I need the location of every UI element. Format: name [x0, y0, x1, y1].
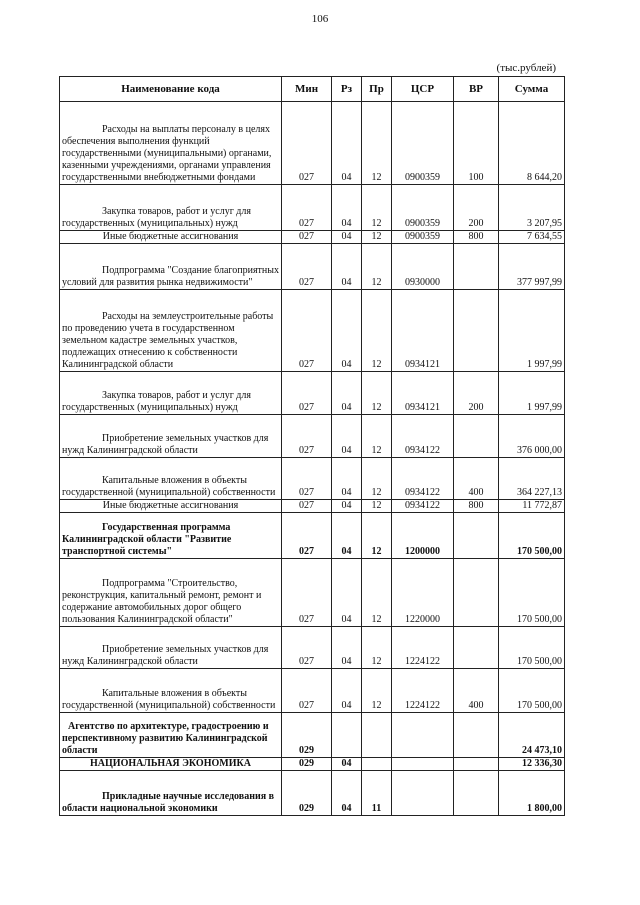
- row-name: Прикладные научные исследования в области национальной экономики: [60, 771, 282, 816]
- row-sum: 8 644,20: [499, 102, 565, 185]
- row-min: 027: [282, 513, 332, 559]
- row-name: Расходы на выплаты персоналу в целях обеспечения выполнения функций государственными (муниципальными) органами, казенными учреждениями, органами управления государственными внебюджетными фондами: [60, 102, 282, 185]
- row-pr: 12: [362, 231, 392, 244]
- table-row: [60, 627, 565, 669]
- row-vr: 100: [454, 102, 499, 185]
- row-vr: 800: [454, 231, 499, 244]
- row-rz: 04: [332, 231, 362, 244]
- row-sum: 12 336,30: [499, 758, 565, 771]
- row-sum: 170 500,00: [499, 513, 565, 559]
- row-pr: 12: [362, 102, 392, 185]
- row-rz: 04: [332, 458, 362, 500]
- row-csr: 1224122: [392, 627, 454, 669]
- table-row: [60, 290, 565, 372]
- row-min: 027: [282, 231, 332, 244]
- row-rz: 04: [332, 771, 362, 816]
- row-vr: [454, 559, 499, 627]
- row-sum: 364 227,13: [499, 458, 565, 500]
- row-pr: 12: [362, 627, 392, 669]
- row-csr: 0934121: [392, 372, 454, 415]
- row-name: НАЦИОНАЛЬНАЯ ЭКОНОМИКА: [60, 758, 282, 771]
- row-vr: 200: [454, 185, 499, 231]
- row-min: 027: [282, 500, 332, 513]
- table-row: [60, 185, 565, 231]
- row-vr: [454, 758, 499, 771]
- row-pr: 12: [362, 669, 392, 713]
- page-number: 106: [311, 13, 329, 25]
- row-min: 027: [282, 290, 332, 372]
- row-min: 029: [282, 713, 332, 758]
- row-sum: 170 500,00: [499, 627, 565, 669]
- row-pr: 12: [362, 513, 392, 559]
- row-vr: 400: [454, 669, 499, 713]
- row-rz: 04: [332, 669, 362, 713]
- row-min: 027: [282, 244, 332, 290]
- row-sum: 1 997,99: [499, 290, 565, 372]
- row-csr: 1200000: [392, 513, 454, 559]
- row-name: Государственная программа Калининградской области "Развитие транспортной системы": [60, 513, 282, 559]
- table-row: [60, 771, 565, 816]
- row-min: 027: [282, 415, 332, 458]
- table-row: [60, 415, 565, 458]
- row-name: Капитальные вложения в объекты государственной (муниципальной) собственности: [60, 669, 282, 713]
- row-min: 027: [282, 185, 332, 231]
- row-vr: 800: [454, 500, 499, 513]
- table-row: [60, 458, 565, 500]
- row-sum: 376 000,00: [499, 415, 565, 458]
- row-vr: [454, 771, 499, 816]
- row-name: Агентство по архитектуре, градостроению и перспективному развитию Калининградской области: [60, 713, 282, 758]
- table-row: [60, 372, 565, 415]
- table-row: [60, 513, 565, 559]
- row-name: Закупка товаров, работ и услуг для государственных (муниципальных) нужд: [60, 372, 282, 415]
- row-vr: [454, 627, 499, 669]
- row-sum: 3 207,95: [499, 185, 565, 231]
- row-rz: 04: [332, 290, 362, 372]
- row-name: Приобретение земельных участков для нужд Калининградской области: [60, 415, 282, 458]
- row-vr: 400: [454, 458, 499, 500]
- row-sum: 1 997,99: [499, 372, 565, 415]
- table-row: [60, 559, 565, 627]
- row-rz: 04: [332, 372, 362, 415]
- row-name: Приобретение земельных участков для нужд Калининградской области: [60, 627, 282, 669]
- row-rz: 04: [332, 627, 362, 669]
- units-label: (тыс.рублей): [496, 62, 556, 74]
- row-pr: [362, 758, 392, 771]
- row-sum: 11 772,87: [499, 500, 565, 513]
- row-sum: 7 634,55: [499, 231, 565, 244]
- row-csr: 0930000: [392, 244, 454, 290]
- row-min: 027: [282, 458, 332, 500]
- row-min: 029: [282, 771, 332, 816]
- table-row: [60, 758, 565, 771]
- header-rz: Рз: [332, 77, 362, 102]
- row-name: Расходы на землеустроительные работы по проведению учета в государственном земельном кадастре земельных участков, подлежащих отнесению к собственности Калининградской области: [60, 290, 282, 372]
- row-rz: 04: [332, 185, 362, 231]
- row-name: Закупка товаров, работ и услуг для государственных (муниципальных) нужд: [60, 185, 282, 231]
- table-row: [60, 244, 565, 290]
- row-name: Подпрограмма "Создание благоприятных условий для развития рынка недвижимости": [60, 244, 282, 290]
- row-min: 027: [282, 102, 332, 185]
- row-vr: [454, 513, 499, 559]
- row-sum: 170 500,00: [499, 559, 565, 627]
- row-vr: 200: [454, 372, 499, 415]
- row-name: Капитальные вложения в объекты государственной (муниципальной) собственности: [60, 458, 282, 500]
- row-sum: 170 500,00: [499, 669, 565, 713]
- row-min: 027: [282, 669, 332, 713]
- table-row: [60, 713, 565, 758]
- row-name: Подпрограмма "Строительство, реконструкция, капитальный ремонт, ремонт и содержание автомобильных дорог общего пользования Калининградской области": [60, 559, 282, 627]
- row-csr: 0934122: [392, 458, 454, 500]
- row-rz: 04: [332, 415, 362, 458]
- table-row: [60, 102, 565, 185]
- row-sum: 1 800,00: [499, 771, 565, 816]
- header-csr: ЦСР: [392, 77, 454, 102]
- table-row: [60, 500, 565, 513]
- row-csr: 0934122: [392, 415, 454, 458]
- row-pr: 12: [362, 415, 392, 458]
- row-rz: 04: [332, 500, 362, 513]
- budget-table: [59, 76, 565, 816]
- row-csr: [392, 758, 454, 771]
- table-header-row: [60, 77, 565, 102]
- row-rz: 04: [332, 559, 362, 627]
- header-name: Наименование кода: [60, 77, 282, 102]
- row-vr: [454, 415, 499, 458]
- row-pr: [362, 713, 392, 758]
- row-csr: [392, 713, 454, 758]
- row-pr: 12: [362, 290, 392, 372]
- header-min: Мин: [282, 77, 332, 102]
- row-pr: 12: [362, 244, 392, 290]
- row-rz: 04: [332, 102, 362, 185]
- row-rz: 04: [332, 758, 362, 771]
- header-pr: Пр: [362, 77, 392, 102]
- row-min: 027: [282, 627, 332, 669]
- row-rz: 04: [332, 244, 362, 290]
- row-pr: 11: [362, 771, 392, 816]
- row-min: 027: [282, 559, 332, 627]
- table-row: [60, 231, 565, 244]
- row-pr: 12: [362, 372, 392, 415]
- row-csr: 1224122: [392, 669, 454, 713]
- row-sum: 377 997,99: [499, 244, 565, 290]
- row-csr: 0900359: [392, 231, 454, 244]
- row-pr: 12: [362, 458, 392, 500]
- row-pr: 12: [362, 185, 392, 231]
- row-vr: [454, 713, 499, 758]
- row-pr: 12: [362, 500, 392, 513]
- row-csr: 0900359: [392, 102, 454, 185]
- row-min: 029: [282, 758, 332, 771]
- row-csr: [392, 771, 454, 816]
- row-min: 027: [282, 372, 332, 415]
- header-vr: ВР: [454, 77, 499, 102]
- row-csr: 0934121: [392, 290, 454, 372]
- row-rz: [332, 713, 362, 758]
- row-rz: 04: [332, 513, 362, 559]
- row-csr: 1220000: [392, 559, 454, 627]
- row-vr: [454, 290, 499, 372]
- row-csr: 0934122: [392, 500, 454, 513]
- row-vr: [454, 244, 499, 290]
- row-name: Иные бюджетные ассигнования: [60, 231, 282, 244]
- row-pr: 12: [362, 559, 392, 627]
- table-row: [60, 669, 565, 713]
- row-name: Иные бюджетные ассигнования: [60, 500, 282, 513]
- row-sum: 24 473,10: [499, 713, 565, 758]
- row-csr: 0900359: [392, 185, 454, 231]
- header-sum: Сумма: [499, 77, 565, 102]
